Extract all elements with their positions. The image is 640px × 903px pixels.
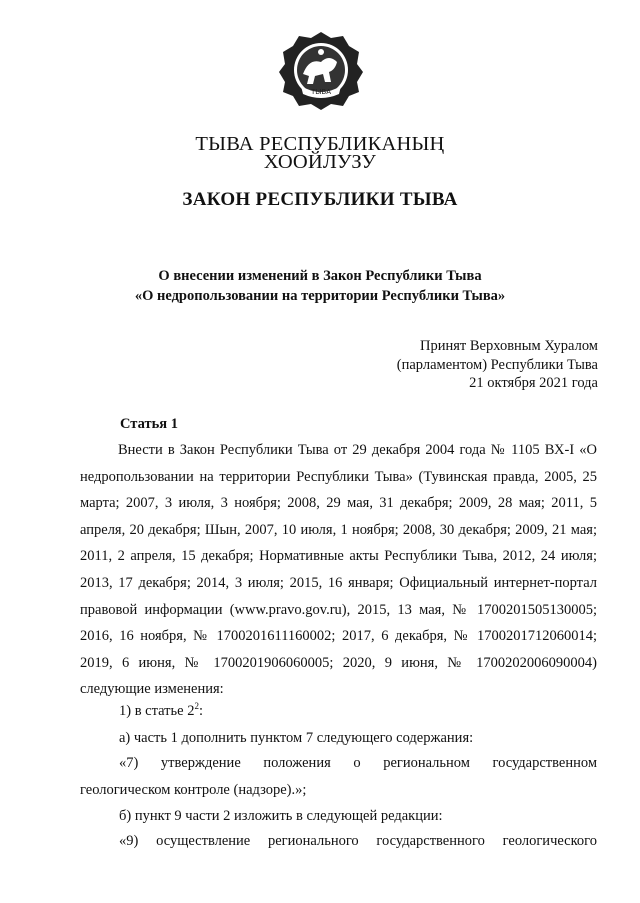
item-a: а) часть 1 дополнить пунктом 7 следующего содержания: xyxy=(119,730,474,746)
item-1 xyxy=(119,702,203,720)
item-a-quote-line2: геологическом контроле (надзоре).»; xyxy=(80,782,307,798)
adopted-line1: Принят Верховным Хуралом xyxy=(420,338,598,354)
item-a-quote-line1-text: «7) утверждение положения о региональном государственном xyxy=(119,755,597,771)
item-b: б) пункт 9 части 2 изложить в следующей редакции: xyxy=(119,808,443,824)
article-heading: Статья 1 xyxy=(120,416,178,432)
emblem-text: ТЫВА xyxy=(310,88,332,96)
item-b-quote-line1-text: «9) осуществление регионального государственного геологического xyxy=(119,833,597,849)
article-intro-paragraph xyxy=(80,437,597,703)
republic-heading-line2: ХООЙЛУЗУ xyxy=(263,151,377,173)
republic-heading-line1: ТЫВА РЕСПУБЛИКАНЫҢ xyxy=(195,133,445,155)
adopted-line2: (парламентом) Республики Тыва xyxy=(396,357,598,373)
item-a-quote-line1 xyxy=(80,755,597,772)
law-title-line2: «О недропользовании на территории Республики Тыва» xyxy=(134,288,506,304)
item-1-text: 1) в статье 2 xyxy=(119,703,195,719)
article-intro-text: Внести в Закон Республики Тыва от 29 декабря 2004 года № 1105 ВХ-I «О недропользовании на территории Республики Тыва» (Тувинская правда, 2005, 25 марта; 2007, 3 июля, 3 ноября; 2008, 29 мая, 31 декабря; 2009, 28 мая; 2011, 5 апреля, 20 декабря; Шын, 2007, 10 июля, 1 ноября; 2008, 30 декабря; 2009, 21 мая; 2011, 2 апреля, 15 декабря; Нормативные акты Республики Тыва, 2012, 24 июля; 2013, 17 декабря; 2014, 3 июля; 2015, 16 января; Официальный интернет-портал правовой информации (www.pravo.gov.ru), 2015, 13 мая, № 1700201505130005; 2016, 16 ноября, № 1700201611160002; 2017, 6 декабря, № 1700201712060014; 2019, 6 июня, № 1700201906060005; 2020, 9 июня, № 1700202006090004) следующие изменения: xyxy=(80,442,597,698)
item-1-colon: : xyxy=(198,703,203,719)
law-title-line1: О внесении изменений в Закон Республики Тыва xyxy=(158,268,482,284)
tuva-emblem-icon xyxy=(279,28,363,112)
item-b-quote-line1 xyxy=(80,833,597,850)
adopted-date: 21 октября 2021 года xyxy=(469,375,598,391)
law-heading: ЗАКОН РЕСПУБЛИКИ ТЫВА xyxy=(182,189,458,210)
item-1-superscript: 2 xyxy=(194,701,199,712)
